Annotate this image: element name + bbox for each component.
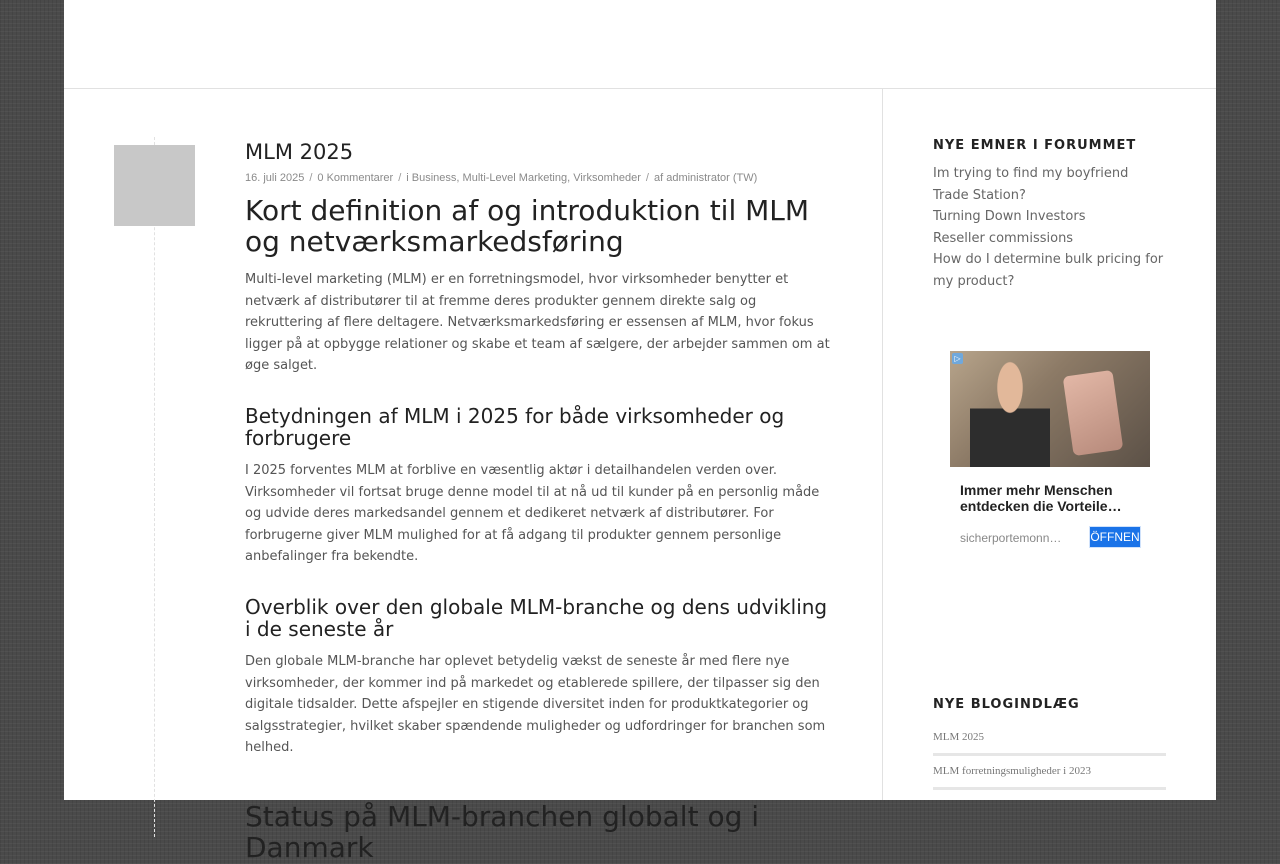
ad-product-illustration [1063,370,1124,456]
ad-image[interactable] [950,351,1150,467]
ad-headline[interactable]: Immer mehr Menschen entdecken die Vorteile… [960,482,1122,514]
main-content [64,89,883,864]
post-title[interactable]: MLM 2025 [245,140,354,164]
list-item [933,163,1169,185]
list-item [933,721,1166,756]
meta-separator: / [398,172,402,184]
post-thumbnail[interactable] [114,145,195,226]
ad-person-illustration [970,361,1050,467]
category-prefix: i [406,172,409,184]
list-item [933,185,1169,207]
advertisement[interactable] [950,351,1150,551]
post-date[interactable]: 16. juli 2025 [245,172,305,184]
category-link-business[interactable]: Business [411,172,457,184]
forum-topic-link[interactable]: Trade Station? [933,187,1026,203]
recent-post-link[interactable]: MLM 2025 [933,731,985,743]
ad-open-button[interactable]: ÖFFNEN [1090,527,1140,547]
post-meta: 16. juli 2025 / 0 Kommentarer / i Business, Multi-Level Marketing, Virksomheder / af administrator (TW) [245,172,758,184]
ad-domain[interactable]: sicherportemonn… [960,531,1062,545]
post-comments-link[interactable]: 0 Kommentarer [317,172,394,184]
forum-topic-list [933,163,1169,293]
section-heading: Status på MLM-branchen globalt og i Danmark [245,799,760,864]
recent-posts-list [933,721,1166,790]
section-heading: Overblik over den globale MLM-branche og dens udvikling i de seneste år [245,594,828,641]
category-link-mlm[interactable]: Multi-Level Marketing [462,172,568,184]
blog-widget-title: NYE BLOGINDLÆG [933,697,1080,712]
forum-widget-title: NYE EMNER I FORUMMET [933,138,1137,153]
page-container [64,0,1216,864]
forum-topic-link[interactable]: How do I determine bulk pricing for my product? [933,252,1164,289]
recent-post-link[interactable]: MLM forretningsmuligheder i 2023 [933,765,1091,777]
section-paragraph: I 2025 forventes MLM at forblive en væsentlig aktør i detailhandelen verden over. Virksomheder vil fortsat bruge denne model til at nå ud til kunder på en personlig måde og udvide deres markedsandel gennem et dedikeret netværk af distributører. For forbrugerne giver MLM mulighed for at få adgang til produkter gennem personlige anbefalinger fra bekendte. [245,462,820,565]
forum-topic-link[interactable]: Im trying to find my boyfriend [933,166,1129,181]
ad-choices-icon[interactable]: ▷ [952,353,963,364]
author-prefix: af [653,172,664,184]
section-paragraph: Multi-level marketing (MLM) er en forretningsmodel, hvor virksomheder benytter et netværk af distributører til at fremme deres produkter gennem direkte salg og rekruttering af flere deltagere. Netværksmarkedsføring er essensen af MLM, hvor fokus ligger på at opbygge relationer og skabe et team af sælgere, der arbejder sammen om at øge salget. [245,272,830,374]
meta-separator: / [645,172,649,184]
site-header [64,0,1216,89]
category-link-virksomheder[interactable]: Virksomheder [573,172,641,184]
meta-separator: / [309,172,313,184]
section-heading: Kort definition af og introduktion til MLM og netværksmarkedsføring [245,194,810,258]
author-link[interactable]: administrator (TW) [666,172,758,184]
section-heading: Betydningen af MLM i 2025 for både virksomheder og forbrugere [245,403,785,450]
list-item [933,249,1169,292]
forum-topic-link[interactable]: Turning Down Investors [933,209,1086,225]
sidebar [933,89,1173,800]
timeline-divider [154,137,155,837]
section-paragraph: Den globale MLM-branche har oplevet betydelig vækst de seneste år med flere nye virksomheder, der kommer ind på markedet og etablerede spillere, der tilpasser sig den digitale tidsalder. Dette afspejler en stigende diversitet inden for produktkategorier og salgsstrategier, hvilket skaber spændende muligheder og udfordringer for branchen som helhed. [245,653,826,756]
forum-topic-link[interactable]: Reseller commissions [933,230,1074,246]
blog-post [245,139,835,863]
list-item [933,206,1169,228]
list-item [933,228,1169,250]
list-item [933,756,1166,790]
